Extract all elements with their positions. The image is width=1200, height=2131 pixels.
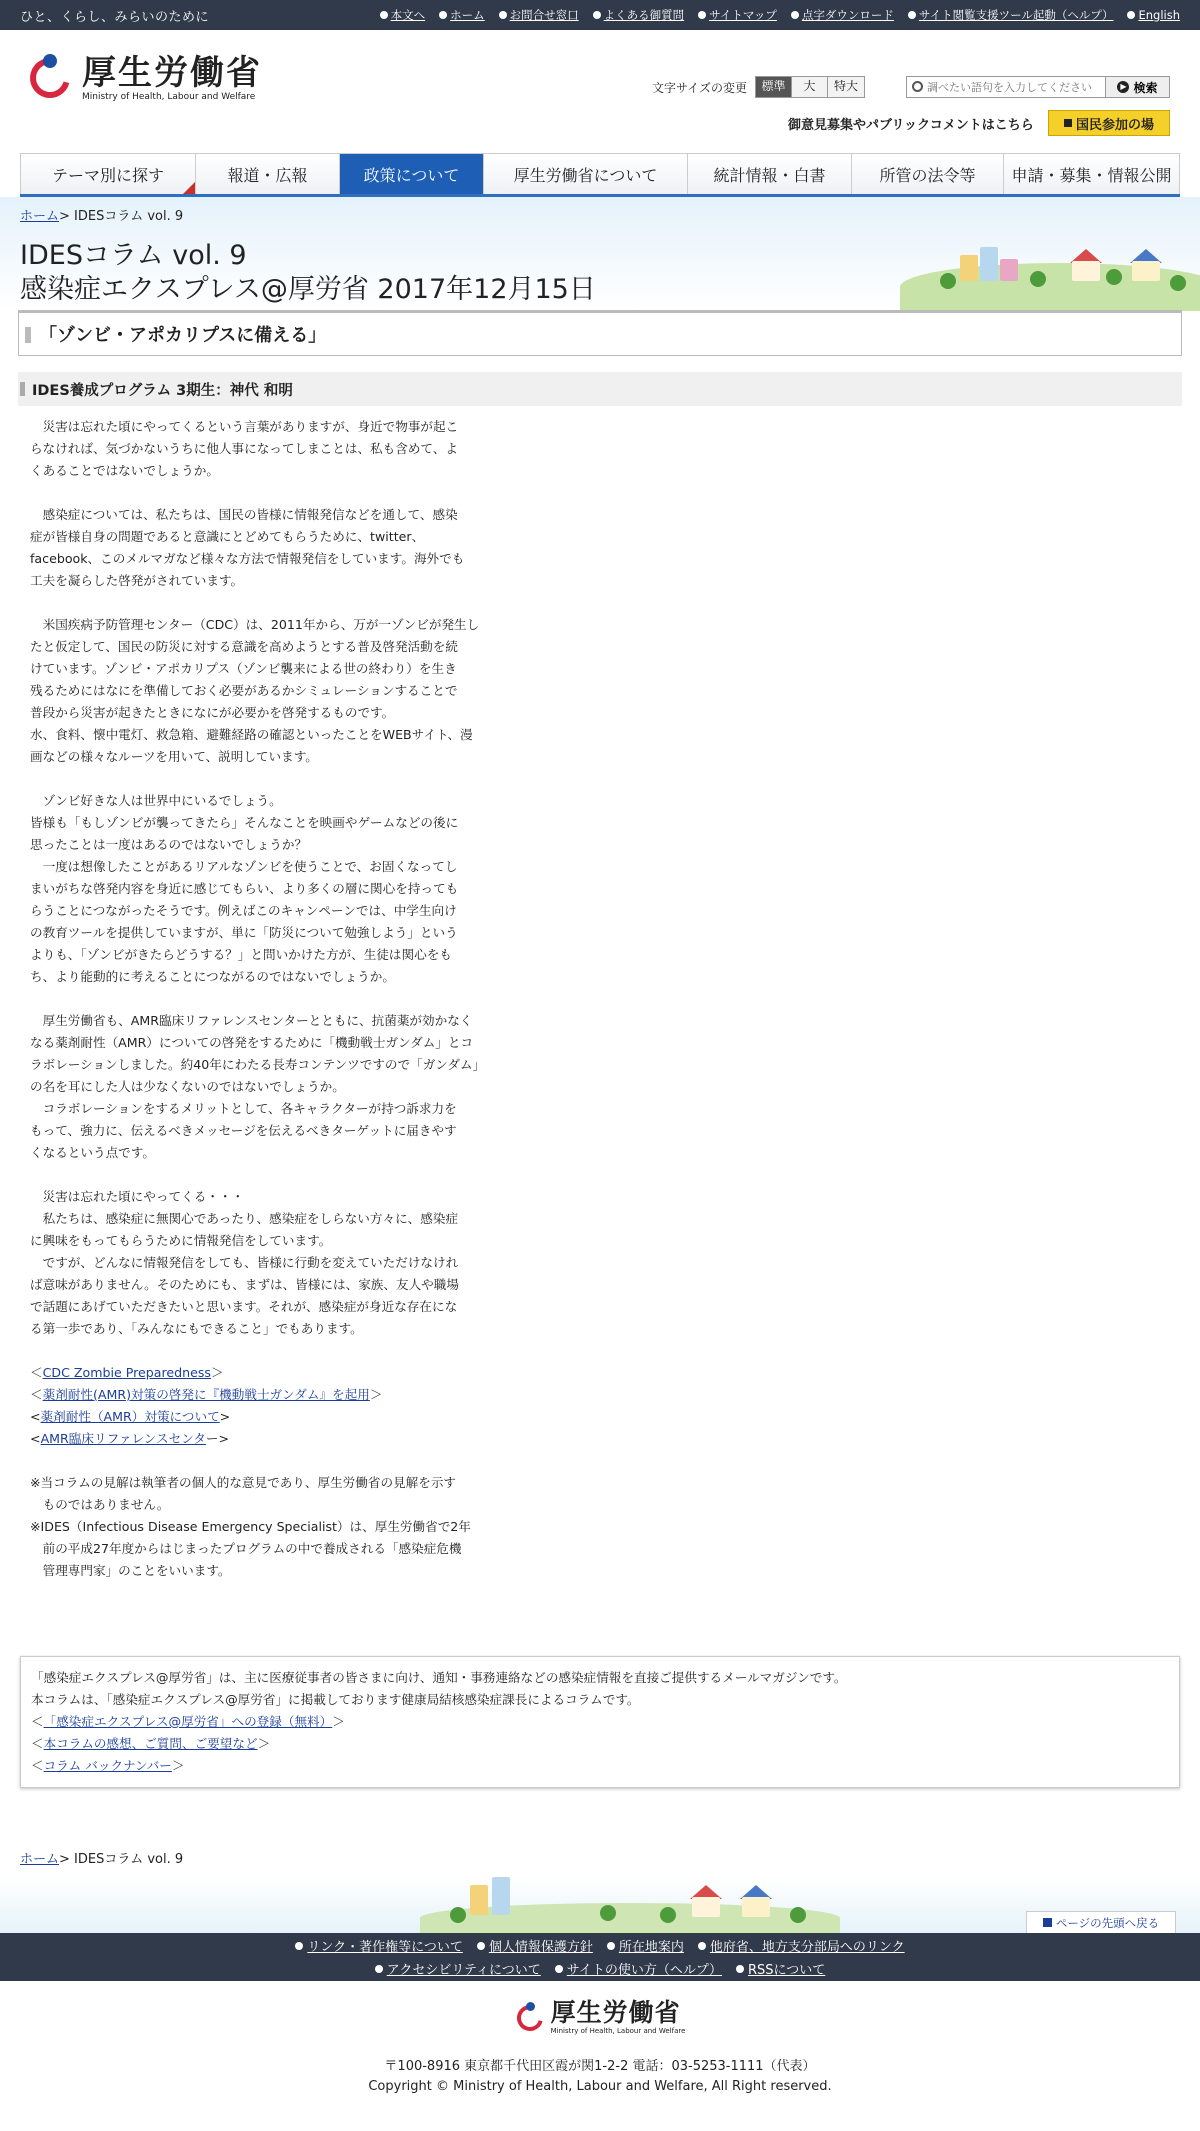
site-header <box>0 30 1200 133</box>
back-to-top-label: ページの先頭へ戻る <box>1055 1915 1160 1930</box>
notice-link-row <box>31 1733 1169 1755</box>
bracket: < <box>30 1409 41 1424</box>
footer-link-help[interactable] <box>555 1959 722 1978</box>
bullet-icon <box>736 1965 744 1973</box>
search-button-label: 検索 <box>1133 80 1158 95</box>
arrow-up-icon <box>1043 1918 1052 1927</box>
page-title <box>20 239 596 307</box>
nav-item-themes[interactable] <box>20 153 196 194</box>
bullet-icon <box>607 1942 615 1950</box>
contact-link[interactable] <box>499 7 579 23</box>
globe-icon <box>1127 11 1135 19</box>
paragraph: ゾンビ好きな人は世界中にいるでしょう。 皆様も「もしゾンビが襲ってきたら」そんなことを映画やゲームなどの後に 思ったことは一度はあるのではないでしょうか？ 一度は想像したことがあるリアルなゾンビを使うことで、お固くなってし まいがちな啓発内容を身近に感じてもらい、より多くの層に関心を持っても らうことにつながったそうです。例えばこのキャンペーンでは、中学生向け の教育ツールを提供していますが、単に「防災について勉強しよう」という よりも、「ゾンビがきたらどうする？」と問いかけた方が、生徒は関心をも ち、より能動的に考えることにつながるのではないでしょうか。 <box>30 793 459 984</box>
mail-icon <box>499 11 507 19</box>
bullet-icon <box>295 1942 303 1950</box>
link-label: 他府省、地方支分部局へのリンク <box>709 1940 905 1955</box>
bracket: ＜ <box>31 1758 44 1773</box>
home-icon <box>439 11 447 19</box>
footer-link-copyright[interactable] <box>295 1936 462 1955</box>
breadcrumb-current: > IDESコラム vol. 9 <box>59 209 184 224</box>
footer-logo-en: Ministry of Health, Labour and Welfare <box>550 2027 686 2035</box>
bracket: ＜ <box>30 1387 43 1402</box>
amr-policy-link[interactable]: 薬剤耐性（AMR）対策について <box>40 1409 220 1424</box>
font-size-normal-button[interactable]: 標準 <box>756 77 792 97</box>
home-link[interactable] <box>439 7 485 23</box>
paragraph: 災害は忘れた頃にやってくる・・・ 私たちは、感染症に無関心であったり、感染症をしらない方々に、感染症 に興味をもってもらうために情報発信をしています。 ですが、どんなに情報発信をしても、皆様に行動を変えていただけなけれ ば意味がありません。そのためにも、まずは、皆様には、家族、友人や職場 で話題にあげていただきたいと思います。それが、感染症が身近な存在にな る第一歩であり、「みんなにもできること」でもあります。 <box>30 1189 459 1336</box>
link-label: 点字ダウンロード <box>801 8 894 22</box>
bullet-icon <box>698 1942 706 1950</box>
footer-link-other-ministries[interactable] <box>698 1936 905 1955</box>
cdc-zombie-link[interactable]: CDC Zombie Preparedness <box>42 1365 211 1380</box>
nav-label: 所管の法令等 <box>879 165 976 185</box>
link-label: リンク・著作権等について <box>307 1940 463 1955</box>
notice-line: 本コラムは、「感染症エクスプレス@厚労省」に掲載しております健康局結核感染症課長によるコラムです。 <box>31 1692 640 1707</box>
ides-note: ※IDES（Infectious Disease Emergency Specialist）は、厚生労働省で2年 前の平成27年度からはじまったプログラムの中で養成される「感染症危機 管理専門家」のことをいいます。 <box>30 1519 471 1578</box>
feedback-link[interactable]: 本コラムの感想、ご質問、ご要望など <box>43 1736 258 1751</box>
footer-link-access[interactable] <box>607 1936 684 1955</box>
notice-line: 「感染症エクスプレス@厚労省」は、主に医療従事者の皆さまに向け、通知・事務連絡などの感染症情報を直接ご提供するメールマガジンです。 <box>31 1670 847 1685</box>
nav-item-applications[interactable] <box>1004 153 1180 194</box>
font-size-xlarge-button[interactable]: 特大 <box>828 77 864 97</box>
search-button[interactable] <box>1105 77 1169 97</box>
related-links <box>30 1362 530 1450</box>
amr-reference-center-link[interactable]: AMR臨床リファレンスセンタ <box>40 1431 206 1446</box>
bullet-icon <box>477 1942 485 1950</box>
breadcrumb-bottom <box>20 1848 1200 1867</box>
footer-link-rss[interactable] <box>736 1959 825 1978</box>
nav-label: 申請・募集・情報公開 <box>1011 165 1172 185</box>
link-label: アクセシビリティについて <box>386 1963 541 1978</box>
back-to-top-button[interactable] <box>1026 1911 1176 1933</box>
bracket: ー> <box>205 1431 230 1446</box>
tagline: ひと、くらし、みらいのために <box>20 9 210 25</box>
link-label: サイト閲覧支援ツール起動（ヘルプ） <box>918 8 1114 22</box>
footer-logo-jp: 厚生労働省 <box>550 1998 681 2027</box>
nav-label: 統計情報・白書 <box>713 165 826 185</box>
footer-address: 〒100-8916 東京都千代田区霞が関1-2-2 電話：03-5253-1111（代表） <box>384 2059 816 2074</box>
link-label: サイトの使い方（ヘルプ） <box>566 1963 722 1978</box>
breadcrumb <box>20 205 183 224</box>
subscribe-link[interactable]: 「感染症エクスプレス@厚労省」への登録（無料） <box>43 1714 333 1729</box>
dropdown-corner-icon <box>183 182 195 194</box>
utility-links <box>380 7 1180 23</box>
town-illustration <box>920 221 1200 311</box>
font-size-label: 文字サイズの変更 <box>652 80 748 95</box>
bracket: ＜ <box>31 1714 44 1729</box>
footer-copyright: Copyright © Ministry of Health, Labour and Welfare, All Right reserved. <box>368 2079 832 2094</box>
bullet-icon <box>375 1965 383 1973</box>
bullet-icon <box>791 11 799 19</box>
global-nav <box>20 153 1180 197</box>
accessibility-tool-link[interactable] <box>908 7 1114 23</box>
bullet-icon <box>555 1965 563 1973</box>
footer-illustration <box>0 1877 1200 1933</box>
page-title-line2: 感染症エクスプレス@厚労省 2017年12月15日 <box>20 274 596 305</box>
link-label: サイトマップ <box>709 8 777 22</box>
paragraph: 災害は忘れた頃にやってくるという言葉がありますが、身近で物事が起こ らなければ、気づかないうちに他人事になってしまことは、私も含めて、よ くあることではないでしょうか。 <box>30 419 459 478</box>
nav-label: テーマ別に探す <box>51 165 164 185</box>
author-heading: IDES養成プログラム 3期生：神代 和明 <box>18 372 1182 406</box>
paragraph: 感染症については、私たちは、国民の皆様に情報発信などを通して、感染 症が皆様自身の問題であると意識にとどめてもらうために、twitter、 facebook、このメルマガなど様々な方法で情報発信をしています。海外でも 工夫を凝らした啓発がされています。 <box>30 507 465 588</box>
link-label: ホーム <box>450 8 485 22</box>
link-label: お問合せ窓口 <box>509 8 579 22</box>
breadcrumb-home-link[interactable]: ホーム <box>20 209 60 224</box>
notice-link-row <box>31 1711 1169 1733</box>
citizen-participation-button[interactable] <box>1048 110 1170 136</box>
nav-item-policy[interactable] <box>340 153 484 194</box>
link-label: 個人情報保護方針 <box>488 1940 593 1955</box>
related-link-row <box>30 1362 530 1384</box>
font-size-switcher <box>652 76 865 98</box>
nav-label: 報道・広報 <box>227 165 308 185</box>
site-logo[interactable] <box>26 52 262 104</box>
related-link-row <box>30 1406 530 1428</box>
gundam-amr-link[interactable]: 薬剤耐性(AMR)対策の啓発に『機動戦士ガンダム』を起用 <box>42 1387 370 1402</box>
link-label: 所在地案内 <box>618 1940 684 1955</box>
related-link-row <box>30 1384 530 1406</box>
link-label: RSSについて <box>748 1963 826 1978</box>
site-footer <box>0 1981 1200 2131</box>
search-input[interactable] <box>907 77 1105 97</box>
faq-link[interactable] <box>593 7 685 23</box>
breadcrumb-home-link[interactable]: ホーム <box>20 1852 60 1867</box>
nav-item-about[interactable] <box>484 153 688 194</box>
footer-link-accessibility[interactable] <box>375 1959 541 1978</box>
bracket: ＜ <box>30 1365 43 1380</box>
bullet-icon <box>380 11 388 19</box>
bracket: ＞ <box>210 1365 224 1380</box>
breadcrumb-current: > IDESコラム vol. 9 <box>59 1852 184 1867</box>
footer-nav <box>0 1933 1200 1981</box>
bracket: ＜ <box>31 1736 44 1751</box>
top-utility-bar <box>0 0 1200 30</box>
bracket: ＞ <box>332 1714 345 1729</box>
bracket: > <box>219 1409 231 1424</box>
nav-label: 厚生労働省について <box>513 165 658 185</box>
public-comment-link[interactable]: 御意見募集やパブリックコメントはこちら <box>788 118 1034 133</box>
bracket: ＞ <box>171 1758 185 1773</box>
link-label: 本文へ <box>390 8 426 22</box>
site-search <box>906 76 1170 98</box>
link-label: English <box>1138 8 1180 22</box>
bullet-icon <box>908 11 916 19</box>
mhlw-logo-icon <box>515 2001 545 2033</box>
article-heading: 「ゾンビ・アポカリプスに備える」 <box>18 310 1182 356</box>
footer-link-privacy[interactable] <box>477 1936 593 1955</box>
bracket: < <box>30 1431 41 1446</box>
page-hero <box>0 197 1200 310</box>
disclaimer-note: ※当コラムの見解は執筆者の個人的な意見であり、厚生労働省の見解を示す ものではありません。 <box>30 1475 457 1512</box>
bracket: ＞ <box>369 1387 383 1402</box>
square-icon <box>1064 119 1072 127</box>
paragraph: 米国疾病予防管理センター（CDC）は、2011年から、万が一ゾンビが発生し たと仮定して、国民の防災に対する意識を高めようとする普及啓発活動を続 けています。ゾンビ・アポカリプス（ゾンビ襲来による世の終わり）を生き 残るためにはなにを準備しておく必要があるかシミュレーションすることで 普段から災害が起きたときになにが必要かを啓発するものです。 水、食料、懐中電灯、救急箱、避難経路の確認といったことをWEBサイト、漫 画などの様々なルーツを用いて、説明しています。 <box>30 617 480 764</box>
paragraph: 厚生労働省も、AMR臨床リファレンスセンターとともに、抗菌薬が効かなく なる薬剤耐性（AMR）についての啓発をするために「機動戦士ガンダム」とコ ラボレーションしました。約40年にわたる長寿コンテンツですので「ガンダム」 の名を耳にした人は少なくないのではないでしょうか。 コラボレーションをするメリットとして、各キャラクターが持つ訴求力を もって、強力に、伝えるべきメッセージを伝えるべきターゲットに届きやす くなるという点です。 <box>30 1013 486 1160</box>
braille-download-link[interactable] <box>791 7 894 23</box>
font-size-large-button[interactable]: 大 <box>792 77 828 97</box>
search-icon <box>912 81 923 92</box>
article-body <box>30 416 530 1582</box>
notice-link-row <box>31 1755 1169 1777</box>
english-link[interactable] <box>1127 7 1180 23</box>
skip-to-content-link[interactable] <box>380 7 426 23</box>
bullet-icon <box>593 11 601 19</box>
bracket: ＞ <box>257 1736 271 1751</box>
mhlw-logo-icon <box>26 52 74 104</box>
back-number-link[interactable]: コラム バックナンバー <box>43 1758 172 1773</box>
footer-logo <box>515 1999 686 2035</box>
bullet-icon <box>698 11 706 19</box>
sitemap-link[interactable] <box>698 7 777 23</box>
related-link-row <box>30 1428 530 1450</box>
nav-label: 政策について <box>363 165 460 185</box>
nav-item-press[interactable] <box>196 153 340 194</box>
button-label: 国民参加の場 <box>1075 117 1154 133</box>
page-title-line1: IDESコラム vol. 9 <box>20 240 247 271</box>
nav-item-laws[interactable] <box>852 153 1004 194</box>
newsletter-notice <box>20 1656 1180 1788</box>
arrow-right-icon: ▶ <box>1117 81 1129 93</box>
link-label: よくある御質問 <box>603 8 685 22</box>
nav-item-statistics[interactable] <box>688 153 852 194</box>
logo-en: Ministry of Health, Labour and Welfare <box>82 92 256 102</box>
logo-jp: 厚生労働省 <box>82 53 262 93</box>
